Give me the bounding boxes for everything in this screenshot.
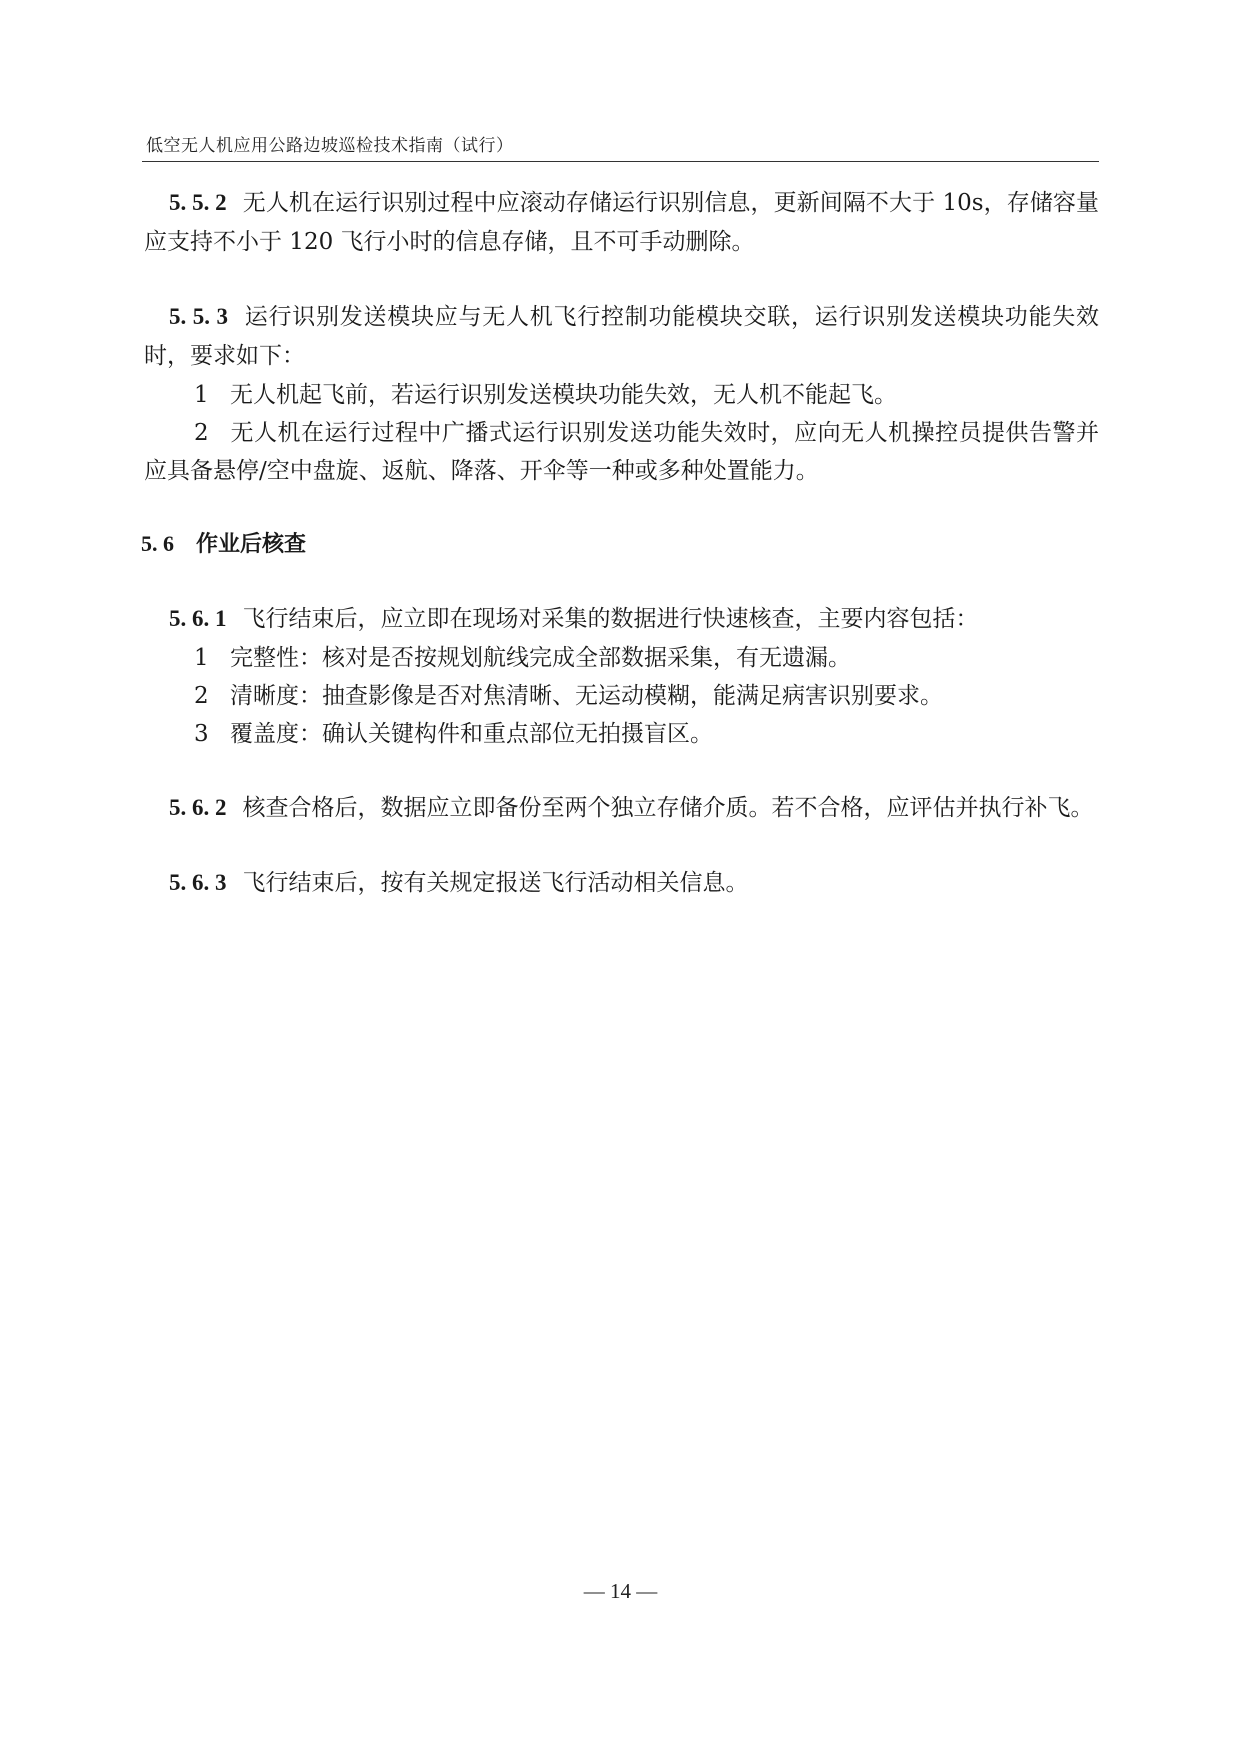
clause-text: 无人机在运行识别过程中应滚动存储运行识别信息，更新间隔不大于 10s，存储容量应支持不小于 120 飞行小时的信息存储，且不可手动删除。 (144, 190, 1100, 255)
clause-5-6-1 (144, 599, 1099, 639)
list-item-text: 清晰度：抽查影像是否对焦清晰、无运动模糊，能满足病害识别要求。 (230, 683, 943, 709)
list-item (144, 639, 1099, 677)
clause-number: 5. 6. 3 (169, 870, 227, 895)
clause-text: 核查合格后，数据应立即备份至两个独立存储介质。若不合格，应评估并执行补飞。 (242, 795, 1094, 821)
clause-number: 5. 5. 2 (169, 190, 227, 215)
list-item-index: 1 (194, 645, 209, 671)
list-item-index: 1 (194, 382, 209, 408)
clause-number: 5. 6. 1 (169, 606, 227, 631)
list-item-text: 无人机起飞前，若运行识别发送模块功能失效，无人机不能起飞。 (230, 382, 897, 408)
clause-5-5-2 (144, 183, 1099, 262)
clause-5-6-3 (144, 863, 1099, 903)
document-body (141, 183, 1100, 903)
list-item-text: 无人机在运行过程中广播式运行识别发送功能失效时，应向无人机操控员提供告警并应具备悬停/空中盘旋、返航、降落、开伞等一种或多种处置能力。 (144, 420, 1099, 484)
running-header: 低空无人机应用公路边坡巡检技术指南（试行） (146, 136, 514, 156)
clause-5-5-3 (144, 297, 1099, 376)
list-item (144, 715, 1099, 753)
list-item-index: 3 (194, 721, 209, 747)
list-item-index: 2 (194, 683, 209, 709)
header-rule (142, 161, 1099, 162)
list-item-text: 完整性：核对是否按规划航线完成全部数据采集，有无遗漏。 (230, 645, 851, 671)
clause-text: 运行识别发送模块应与无人机飞行控制功能模块交联，运行识别发送模块功能失效时，要求如下： (144, 304, 1099, 369)
clause-number: 5. 6. 2 (169, 795, 227, 820)
clause-number: 5. 5. 3 (169, 304, 228, 329)
list-item-text: 覆盖度：确认关键构件和重点部位无拍摄盲区。 (230, 721, 713, 747)
section-number: 5. 6 (141, 531, 174, 556)
list-item (144, 677, 1099, 715)
clause-text: 飞行结束后，按有关规定报送飞行活动相关信息。 (242, 870, 749, 896)
section-heading-5-6 (141, 525, 1099, 564)
section-title: 作业后核查 (196, 532, 307, 557)
list-item-index: 2 (194, 420, 209, 446)
list-item (144, 376, 1099, 414)
clause-5-6-2 (144, 788, 1099, 828)
clause-text: 飞行结束后，应立即在现场对采集的数据进行快速核查，主要内容包括： (242, 606, 979, 632)
page-number: — 14 — (583, 1579, 658, 1603)
list-item (144, 414, 1099, 490)
